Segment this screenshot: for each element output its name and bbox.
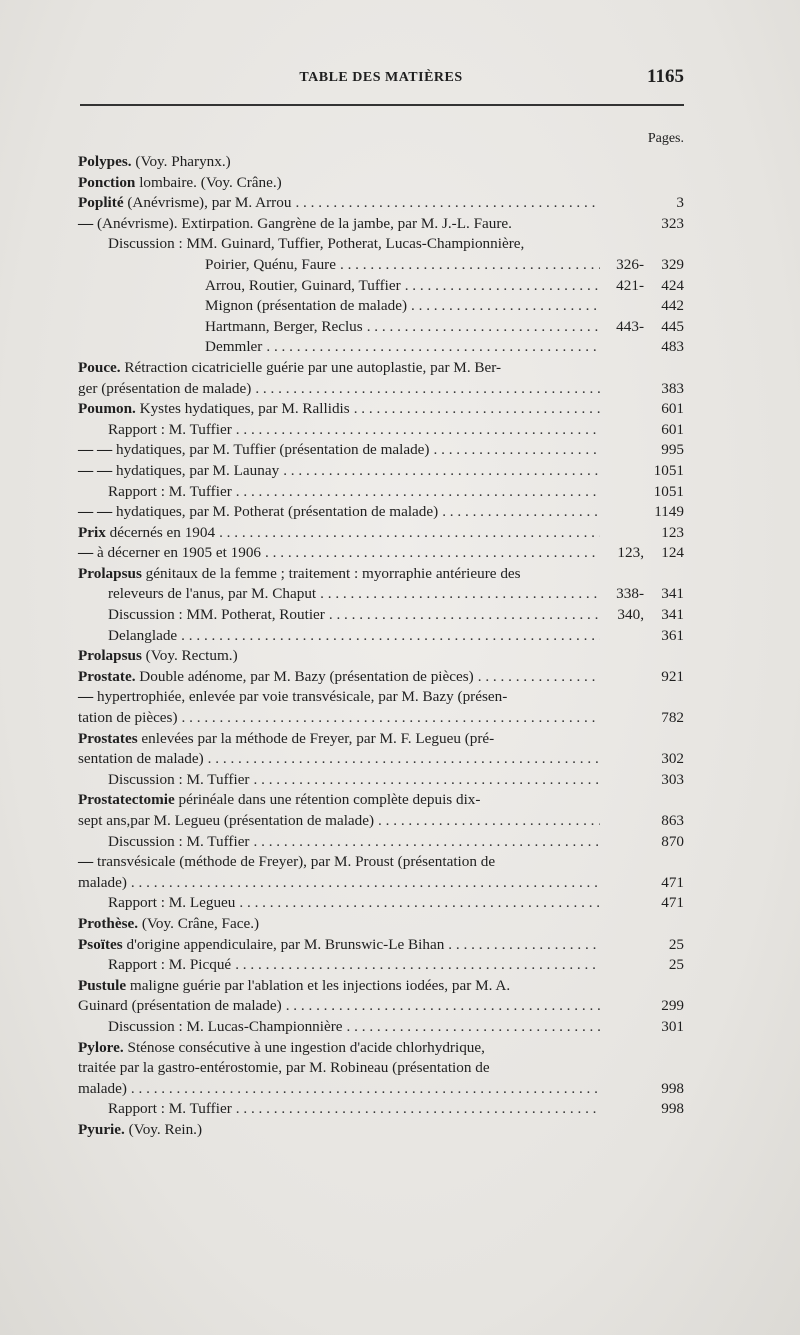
page-reference: 471 [661,873,684,891]
toc-entry [78,564,684,585]
entry-text [78,729,494,750]
entry-text [108,893,235,914]
page-reference: 123 [661,523,684,541]
dot-leader [131,1079,600,1100]
entry-text [205,317,363,338]
page-reference: 445 [661,317,684,335]
entry-heading: — [78,688,94,706]
entry-heading: Pylore. [78,1038,124,1056]
toc-entry [78,379,684,400]
toc-entry [78,1120,684,1141]
toc-entry [78,214,684,235]
dot-leader [265,543,600,564]
entry-heading: Prostates [78,729,138,747]
dot-leader [329,605,600,626]
entry-heading: Psoïtes [78,935,123,953]
page-reference: 424 [661,276,684,294]
dot-leader [283,461,600,482]
toc-entry [78,440,684,461]
entry-text [108,770,250,791]
entry-heading: Poumon. [78,400,136,418]
entry-text [78,399,350,420]
toc-entry [78,976,684,997]
toc-entry [78,790,684,811]
entry-body: Rétraction cicatricielle guérie par une autoplastie, par M. Ber- [120,358,502,376]
entry-heading: Prostate. [78,667,136,685]
entry-heading: Polypes. [78,153,132,170]
dot-leader [236,482,600,503]
dot-leader [448,935,600,956]
page-reference: 361 [661,626,684,644]
toc-entry [78,543,684,564]
page-reference: 1051 [653,482,684,500]
toc-entry [78,152,684,173]
toc-entry [78,358,684,379]
page-range-start: 326- [616,255,644,273]
page-reference: 3 [676,194,684,212]
entry-text [78,914,259,935]
entry-body: à décerner en 1905 et 1906 [93,544,262,562]
page-reference: 782 [661,709,684,727]
toc-entry [78,420,684,441]
entry-body: Arrou, Routier, Guinard, Tuffier [205,276,401,294]
toc-entry [78,667,684,688]
entry-body: (Voy. Rein.) [124,1120,203,1138]
entry-body: enlevées par la méthode de Freyer, par M. F. Legueu (pré- [137,729,495,747]
entry-text [108,955,231,976]
toc-entry [78,935,684,956]
entry-body: releveurs de l'anus, par M. Chaput [108,585,317,603]
entry-heading: — [78,544,94,562]
toc-entry [78,193,684,214]
page-reference: 1149 [654,503,684,521]
entry-text [205,276,401,297]
entry-text [78,996,282,1017]
dot-leader [131,873,600,894]
page-range-start: 340, [617,606,644,624]
toc-entry [78,832,684,853]
entry-heading: — — [78,503,113,521]
entry-heading: — [78,214,94,232]
entry-body: traitée par la gastro-entérostomie, par M. Robineau (présentation de [78,1059,490,1077]
page-reference: 383 [661,379,684,397]
entry-text [108,832,250,853]
entry-text [78,214,512,235]
entry-body: transvésicale (méthode de Freyer), par M. Proust (présentation de [93,853,496,871]
entry-text [78,811,374,832]
entry-text [205,296,407,317]
toc-entry [78,955,684,976]
dot-leader [266,337,600,358]
page-reference: 323 [661,214,684,232]
entry-heading: — — [78,441,113,459]
entry-text [78,749,204,770]
page-title: TABLE DES MATIÈRES [299,70,463,85]
pages-column-label: Pages. [647,131,684,146]
entry-body: (Voy. Crâne, Face.) [138,914,260,932]
entry-text [78,193,291,214]
page-reference: 471 [661,894,684,912]
toc-entry [78,1017,684,1038]
entry-text [78,667,474,688]
toc-entry [78,255,684,276]
dot-leader [254,770,601,791]
page-range-start: 421- [616,276,644,294]
entry-text [78,1038,485,1059]
dot-leader [239,893,600,914]
page-reference: 301 [661,1017,684,1035]
entry-text [78,852,495,873]
entry-body: Discussion : M. Tuffier [108,770,250,788]
page-reference: 921 [661,667,684,685]
entry-text [205,255,336,276]
entry-text [78,543,261,564]
toc-entry [78,687,684,708]
entry-body: décernés en 1904 [105,523,216,541]
entry-heading: Ponction [78,173,136,191]
entry-body: Guinard (présentation de malade) [78,997,282,1015]
entry-text [78,873,127,894]
toc-entry [78,523,684,544]
toc-entry [78,234,684,255]
entry-text [78,379,251,400]
entry-heading: — [78,853,94,871]
page-reference: 299 [661,997,684,1015]
entry-heading: Poplité [78,194,124,212]
toc-entry [78,317,684,338]
entry-heading: Prothèse. [78,914,139,932]
entry-body: ger (présentation de malade) [78,379,252,397]
dot-leader [347,1017,600,1038]
entry-text [78,1058,490,1079]
page-reference: 25 [668,956,684,974]
page-reference: 341 [661,585,684,603]
page-number: 1165 [647,66,684,87]
entry-text [108,482,232,503]
entry-body: Delanglade [108,626,178,644]
toc-entry [78,770,684,791]
page-reference: 303 [661,770,684,788]
entry-text [78,502,438,523]
toc-entry [78,461,684,482]
entry-heading: Pouce. [78,358,121,376]
dot-leader [181,626,600,647]
entry-text [78,523,215,544]
dot-leader [478,667,600,688]
toc-entry [78,893,684,914]
toc-entry [78,708,684,729]
entry-body: Kystes hydatiques, par M. Rallidis [135,400,350,418]
toc-entry [78,482,684,503]
entry-body: malade) [78,873,127,891]
entry-body: lombaire. (Voy. Crâne.) [135,173,282,191]
entry-body: Rapport : M. Tuffier [108,1100,232,1118]
toc-entry [78,502,684,523]
page-reference: 442 [661,297,684,315]
entry-body: (Anévrisme), par M. Arrou [123,194,292,212]
toc-entry [78,584,684,605]
entry-text [108,1099,232,1120]
dot-leader [208,749,600,770]
entry-heading: — — [78,461,113,479]
toc-entry [78,811,684,832]
page-reference: 995 [661,441,684,459]
entry-body: sentation de malade) [78,750,204,768]
entry-body: Rapport : M. Tuffier [108,482,232,500]
page-reference: 1051 [653,461,684,479]
page-reference: 870 [661,832,684,850]
entry-body: hydatiques, par M. Launay [112,461,280,479]
dot-leader [182,708,600,729]
entry-text [108,626,177,647]
dot-leader [236,1099,600,1120]
toc-entry [78,626,684,647]
dot-leader [219,523,600,544]
entry-body: tation de pièces) [78,709,178,727]
entry-text [78,358,501,379]
page-reference: 124 [661,544,684,562]
entry-body: (Anévrisme). Extirpation. Gangrène de la jambe, par M. J.-L. Faure. [93,214,512,232]
toc-entry [78,337,684,358]
entry-text [78,976,510,997]
toc-entry [78,296,684,317]
entry-body: Rapport : M. Legueu [108,894,236,912]
entry-text [108,234,524,255]
entry-body: génitaux de la femme ; traitement : myorraphie antérieure des [141,564,521,582]
entry-heading: Pyurie. [78,1120,125,1138]
page-reference: 341 [661,606,684,624]
toc-entry [78,276,684,297]
page-reference: 25 [668,935,684,953]
toc-entry [78,605,684,626]
toc-entry [78,914,684,935]
table-of-contents [78,152,684,1141]
dot-leader [295,193,600,214]
header-rule [80,104,684,106]
entry-text [78,440,430,461]
entry-body: Poirier, Quénu, Faure [205,255,336,273]
dot-leader [411,296,600,317]
page-reference: 863 [661,812,684,829]
toc-entry [78,1079,684,1100]
dot-leader [286,996,600,1017]
entry-body: Discussion : MM. Potherat, Routier [108,606,325,624]
toc-entry [78,1038,684,1059]
dot-leader [236,420,600,441]
entry-heading: Prix [78,523,106,541]
entry-text [108,1017,343,1038]
entry-body: Mignon (présentation de malade) [205,297,408,315]
entry-body: malade) [78,1079,127,1097]
dot-leader [254,832,601,853]
toc-entry [78,173,684,194]
entry-text [78,173,282,194]
entry-body: (Voy. Pharynx.) [131,153,231,170]
page-range-start: 123, [617,544,644,562]
toc-entry [78,1099,684,1120]
page-reference: 601 [661,420,684,438]
dot-leader [434,440,601,461]
entry-body: maligne guérie par l'ablation et les injections iodées, par M. A. [126,976,511,994]
entry-body: Discussion : MM. Guinard, Tuffier, Potherat, Lucas-Championnière, [108,235,525,253]
entry-text [78,461,279,482]
dot-leader [378,811,600,832]
entry-text [78,708,178,729]
entry-text [78,564,521,585]
entry-text [78,646,238,667]
page-range-start: 338- [616,585,644,603]
dot-leader [235,955,600,976]
entry-body: hydatiques, par M. Potherat (présentation de malade) [112,503,439,521]
dot-leader [255,379,600,400]
entry-body: Hartmann, Berger, Reclus [205,317,363,335]
dot-leader [354,399,600,420]
entry-body: Rapport : M. Tuffier [108,420,232,438]
page-reference: 998 [661,1079,684,1097]
dot-leader [320,584,600,605]
page-reference: 998 [661,1100,684,1118]
toc-entry [78,729,684,750]
page-reference: 329 [661,255,684,273]
entry-body: périnéale dans une rétention complète depuis dix- [174,791,481,809]
page-reference: 302 [661,750,684,768]
page-range-start: 443- [616,317,644,335]
entry-heading: Prolapsus [78,647,142,665]
toc-entry [78,646,684,667]
toc-entry [78,749,684,770]
toc-entry [78,996,684,1017]
entry-text [78,687,507,708]
entry-heading: Pustule [78,976,127,994]
entry-text [108,584,316,605]
entry-body: Rapport : M. Picqué [108,956,232,974]
page-reference: 601 [661,400,684,418]
dot-leader [367,317,600,338]
entry-body: Double adénome, par M. Bazy (présentation de pièces) [135,667,474,685]
toc-entry [78,852,684,873]
entry-body: hydatiques, par M. Tuffier (présentation de malade) [112,441,430,459]
entry-heading: Prolapsus [78,564,142,582]
entry-body: sept ans,par M. Legueu (présentation de malade) [78,812,375,829]
entry-body: (Voy. Rectum.) [141,647,238,665]
entry-text [78,1079,127,1100]
page-reference: 483 [661,338,684,356]
entry-text [108,605,325,626]
toc-entry [78,1058,684,1079]
toc-entry [78,399,684,420]
entry-body: Demmler [205,338,263,356]
dot-leader [442,502,600,523]
entry-text [205,337,262,358]
entry-body: d'origine appendiculaire, par M. Brunswic-Le Bihan [122,935,445,953]
entry-body: hypertrophiée, enlevée par voie transvésicale, par M. Bazy (présen- [93,688,508,706]
dot-leader [340,255,600,276]
entry-body: Sténose consécutive à une ingestion d'acide chlorhydrique, [123,1038,485,1056]
entry-body: Discussion : M. Tuffier [108,832,250,850]
running-head [78,66,684,94]
entry-text [78,790,480,811]
dot-leader [405,276,600,297]
toc-entry [78,873,684,894]
entry-text [78,935,444,956]
entry-body: Discussion : M. Lucas-Championnière [108,1017,343,1035]
entry-text [78,152,231,173]
entry-text [108,420,232,441]
entry-heading: Prostatectomie [78,791,175,809]
entry-text [78,1120,202,1141]
